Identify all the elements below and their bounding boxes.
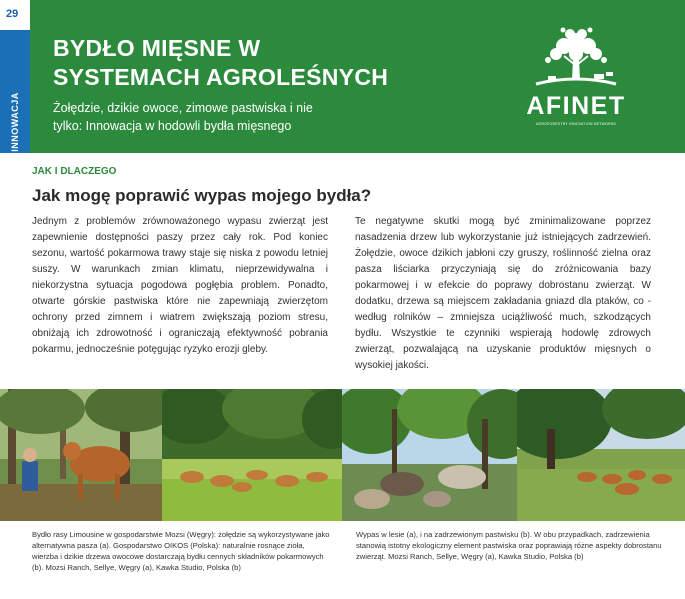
title-line-1: BYDŁO MIĘSNE W — [53, 35, 261, 61]
photo-cattle-in-forest — [342, 389, 517, 521]
header-banner — [0, 0, 685, 153]
subtitle-line-1: Żołędzie, dzikie owoce, zimowe pastwiska i nie — [53, 101, 313, 115]
photo-caption-right: Wypas w lesie (a), i na zadrzewionym pastwisku (b). W obu przypadkach, zadrzewienia stanowią istotny ekologiczny element pastwiska oraz poprawiają różne aspekty dobrostanu zwierząt. Mozsi Ranch, Sellye, Węgry (a), Kawka Studio, Polska (b) — [356, 530, 662, 561]
photo-herd-in-meadow — [162, 389, 342, 521]
body-column-right: Te negatywne skutki mogą być zminimalizowane poprzez nasadzenia drzew lub wykorzystanie już istniejących zadrzewień. Żołędzie, owoce dzikich jabłoni czy gruszy, roślinność zielna oraz pasza liściarka przyczyniają się do zróżnicowania bazy pokarmowej i w efekcie do poprawy dobrostanu zwierząt. W dodatku, drzewa są miejscem zakładania gniazd dla ptaków, co - według rolników – zmniejsza uciążliwość much, szkodzących bydłu. Wszystkie te czynniki wspierają hodowlę zdrowych zwierząt, pozwalającą na uzyskanie produktów mięsnych o wysokiej jakości. — [355, 216, 651, 371]
page-title — [53, 34, 483, 92]
afinet-logo — [518, 24, 634, 134]
body-column-left: Jednym z problemów zrównoważonego wypasu zwierząt jest zapewnienie dostępności paszy przez cały rok. Pod koniec sezonu, wartość pokarmowa trawy staje się niska z powodu letniej suszy. W warunkach zmian klimatu, nieprzewidywalna i niekorzystna sytuacja pogodowa pogłębia problem. Ponadto, otwarte górskie pastwiska które nie zapewniają zwierzętom ochrony przed zimnem i wiatrem zwiększają poziom stresu, obniżają ich zdrowotność i ograniczają efektywność pobrania pokarmu, jednocześnie potęgując ryzyko erozji gleby. — [32, 216, 328, 355]
page-number-box — [0, 0, 30, 30]
photo-caption-left: Bydło rasy Limousine w gospodarstwie Mozsi (Węgry): żołędzie są wykorzystywane jako alternatywna pasza (a). Gospodarstwo OIKOS (Polska): naturalnie rosnące zioła, wierzba i dzikie drzewa owocowe dostarczają bydłu cennych składników pokarmowych (b). Mozsi Ranch, Sellye, Węgry (a), Kawka Studio, Polska (b) — [32, 530, 330, 572]
page-subtitle — [53, 99, 473, 135]
side-tab — [0, 30, 30, 153]
tree-logo-icon — [518, 24, 634, 94]
section-kicker: JAK I DLACZEGO — [32, 166, 117, 177]
logo-tagline: AGROFORESTRY INNOVATION NETWORKS — [536, 122, 616, 126]
logo-wordmark: AFINET — [526, 92, 626, 120]
photo-wooded-pasture — [517, 389, 685, 521]
section-heading: Jak mogę poprawić wypas mojego bydła? — [32, 186, 372, 205]
subtitle-line-2: tylko: Innowacja w hodowli bydła mięsnego — [53, 119, 292, 133]
title-line-2: SYSTEMACH AGROLEŚNYCH — [53, 64, 389, 90]
page-number: 29 — [6, 8, 19, 20]
side-tab-label: INNOWACJA — [10, 92, 20, 152]
photo-farmer-with-calf — [0, 389, 162, 521]
